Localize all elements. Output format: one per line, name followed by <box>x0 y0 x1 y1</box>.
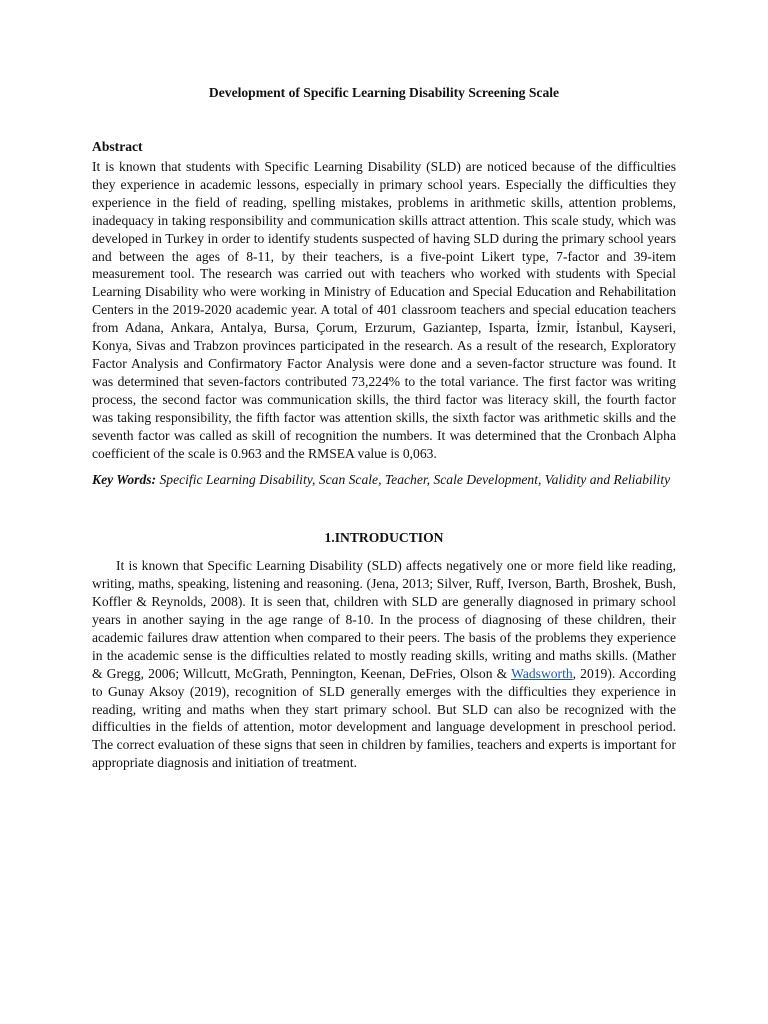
document-title: Development of Specific Learning Disability Screening Scale <box>208 85 560 100</box>
wadsworth-link[interactable]: Wadsworth <box>511 665 573 681</box>
keywords-text: Specific Learning Disability, Scan Scale, Teacher, Scale Development, Validity and Reliability <box>156 472 671 488</box>
keywords-paragraph <box>92 471 676 489</box>
introduction-paragraph <box>92 557 676 772</box>
abstract-paragraph: It is known that students with Specific Learning Disability (SLD) are noticed because of the difficulties they experience in academic lessons, especially in primary school years. Especially the difficulties they experience in the field of reading, spelling mistakes, problems in arithmetic skills, attention problems, inadequacy in taking responsibility and communication skills attract attention. This scale study, which was developed in Turkey in order to identify students suspected of having SLD during the primary school years and between the ages of 8-11, by their teachers, is a five-point Likert type, 7-factor and 39-item measurement tool. The research was carried out with teachers who worked with students with Special Learning Disability who were working in Ministry of Education and Special Education and Rehabilitation Centers in the 2019-2020 academic year. A total of 401 classroom teachers and special education teachers from Adana, Ankara, Antalya, Bursa, Çorum, Erzurum, Gaziantep, Isparta, İzmir, İstanbul, Kayseri, Konya, Sivas and Trabzon provinces participated in the research. As a result of the research, Exploratory Factor Analysis and Confirmatory Factor Analysis were done and a seven-factor structure was found. It was determined that seven-factors contributed 73,224% to the total variance. The first factor was writing process, the second factor was communication skills, the third factor was literacy skill, the fourth factor was taking responsibility, the fifth factor was attention skills, the sixth factor was arithmetic skills and the seventh factor was called as skill of recognition the numbers. It was determined that the Cronbach Alpha coefficient of the scale is 0.963 and the RMSEA value is 0,063. <box>92 159 676 461</box>
keywords-label: Key Words: <box>92 472 157 488</box>
document-page <box>92 84 676 772</box>
introduction-heading: 1.INTRODUCTION <box>324 530 444 546</box>
intro-text-part-2: , 2019). According to Gunay Aksoy (2019), recognition of SLD generally emerges with the difficulties they experience in reading, writing and maths when they start primary school. But SLD can also be recognized with the difficulties in the fields of attention, motor development and language development in preschool period. The correct evaluation of these signs that seen in children by families, teachers and experts is important for appropriate diagnosis and initiation of treatment. <box>92 665 677 771</box>
intro-text-part-1: It is known that Specific Learning Disability (SLD) affects negatively one or more field like reading, writing, maths, speaking, listening and reasoning. (Jena, 2013; Silver, Ruff, Iverson, Barth, Broshek, Bush, Koffler & Reynolds, 2008). It is seen that, children with SLD are generally diagnosed in primary school years in another saying in the age range of 8-10. In the process of diagnosing of these children, their academic failures draw attention when compared to their peers. The basis of the problems they experience in the academic sense is the difficulties related to mostly reading skills, writing and maths skills. (Mather & Gregg, 2006; Willcutt, McGrath, Pennington, Keenan, DeFries, Olson & <box>92 558 676 681</box>
abstract-heading: Abstract <box>92 139 143 154</box>
